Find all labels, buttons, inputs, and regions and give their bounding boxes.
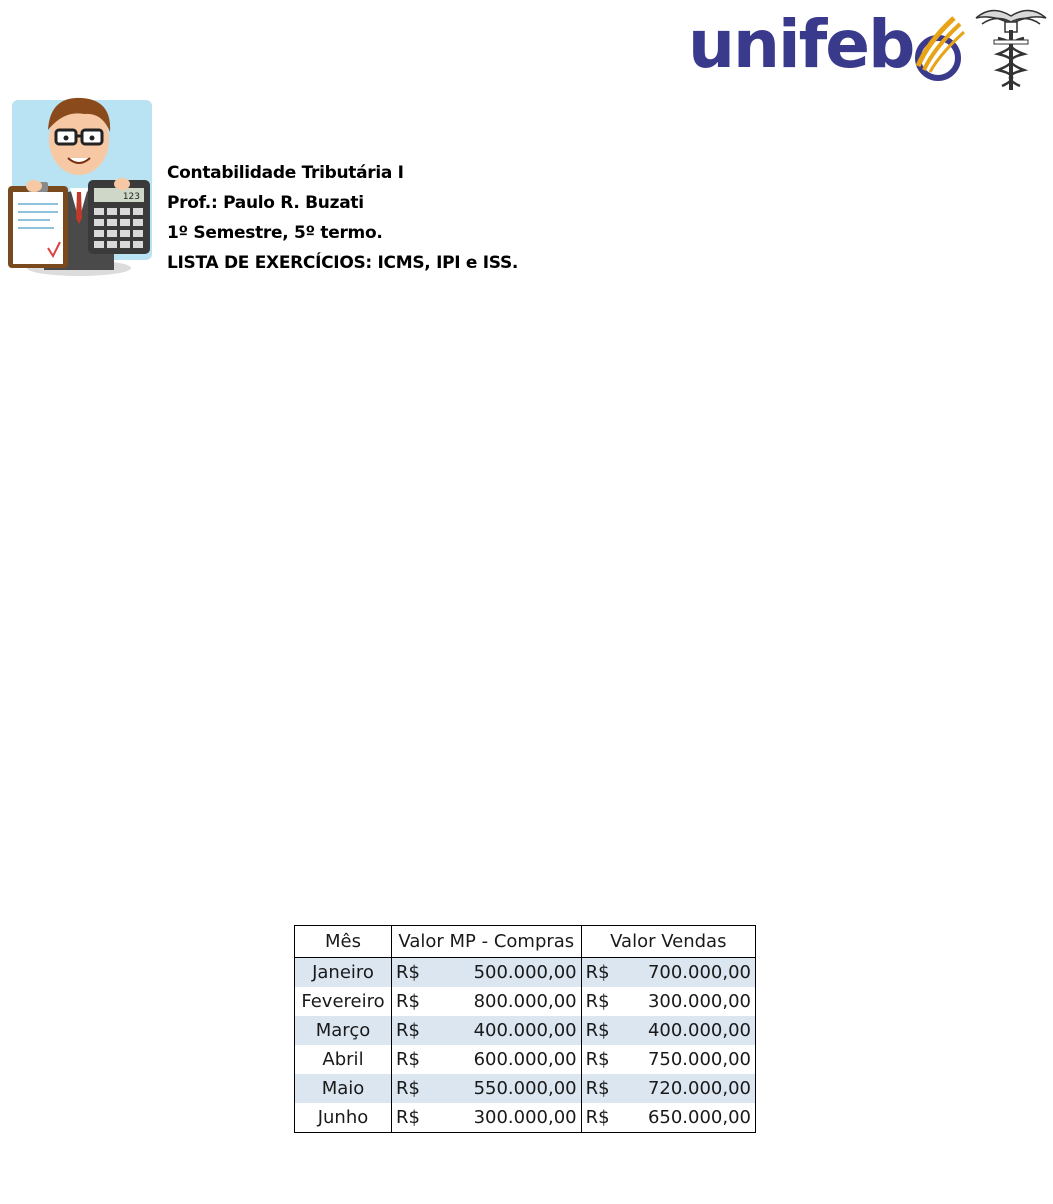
currency-cell: R$ <box>581 1016 640 1045</box>
sales-cell: 720.000,00 <box>640 1074 756 1103</box>
table-row <box>295 987 756 1016</box>
purchases-cell: 550.000,00 <box>450 1074 581 1103</box>
table-row <box>295 958 756 988</box>
month-cell: Abril <box>295 1045 392 1074</box>
accountant-illustration <box>4 90 154 280</box>
sales-cell: 400.000,00 <box>640 1016 756 1045</box>
header-month: Mês <box>295 926 392 958</box>
purchases-cell: 800.000,00 <box>450 987 581 1016</box>
caduceus-emblem-icon <box>972 0 1050 92</box>
purchases-cell: 400.000,00 <box>450 1016 581 1045</box>
table-header-row <box>295 926 756 958</box>
table-row <box>295 1045 756 1074</box>
table-row <box>295 1016 756 1045</box>
currency-cell: R$ <box>392 1103 451 1133</box>
currency-cell: R$ <box>581 958 640 988</box>
month-cell: Fevereiro <box>295 987 392 1016</box>
month-cell: Março <box>295 1016 392 1045</box>
table-row <box>295 1103 756 1133</box>
sales-cell: 300.000,00 <box>640 987 756 1016</box>
currency-cell: R$ <box>392 1016 451 1045</box>
unifeb-logo <box>688 0 1053 95</box>
professor-name: Prof.: Paulo R. Buzati <box>167 193 364 213</box>
purchases-cell: 300.000,00 <box>450 1103 581 1133</box>
header-purchases: Valor MP - Compras <box>392 926 582 958</box>
currency-cell: R$ <box>581 987 640 1016</box>
sales-cell: 700.000,00 <box>640 958 756 988</box>
semester-info: 1º Semestre, 5º termo. <box>167 223 383 243</box>
header-sales: Valor Vendas <box>581 926 755 958</box>
currency-cell: R$ <box>392 1074 451 1103</box>
document-header <box>167 158 518 278</box>
monthly-values-table <box>294 925 756 1133</box>
sales-cell: 750.000,00 <box>640 1045 756 1074</box>
currency-cell: R$ <box>581 1103 640 1133</box>
month-cell: Junho <box>295 1103 392 1133</box>
sales-cell: 650.000,00 <box>640 1103 756 1133</box>
calculator-display: 123 <box>122 192 140 202</box>
month-cell: Maio <box>295 1074 392 1103</box>
currency-cell: R$ <box>581 1074 640 1103</box>
currency-cell: R$ <box>581 1045 640 1074</box>
currency-cell: R$ <box>392 958 451 988</box>
logo-wordmark: unifeb <box>688 6 914 83</box>
currency-cell: R$ <box>392 987 451 1016</box>
currency-cell: R$ <box>392 1045 451 1074</box>
month-cell: Janeiro <box>295 958 392 988</box>
logo-swoosh-icon <box>906 14 968 84</box>
purchases-cell: 500.000,00 <box>450 958 581 988</box>
exercise-list-title: LISTA DE EXERCÍCIOS: ICMS, IPI e ISS. <box>167 253 519 273</box>
table-row <box>295 1074 756 1103</box>
course-title: Contabilidade Tributária I <box>167 163 404 183</box>
purchases-cell: 600.000,00 <box>450 1045 581 1074</box>
